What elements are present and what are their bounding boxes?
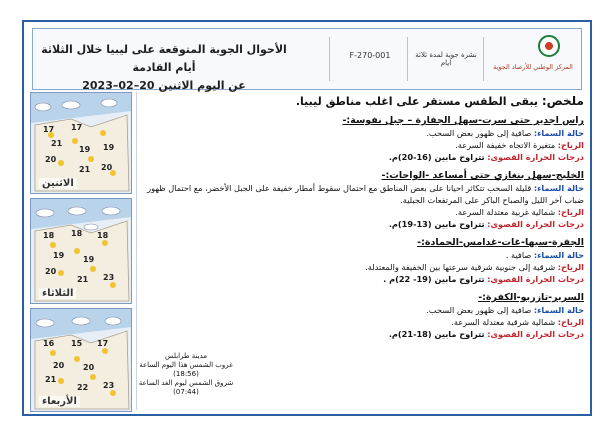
temp-label: 18 <box>97 231 109 240</box>
temp-label: 22 <box>77 383 89 392</box>
temp-label: 23 <box>103 381 115 390</box>
header-divider <box>329 37 330 81</box>
wind-label: الرياح: <box>557 317 584 327</box>
sky-label: حالة السماء: <box>533 305 584 315</box>
temp-value: تتراوح مابين (16-20)م. <box>388 152 485 162</box>
temp-label: درجات الحرارة القصوى: <box>487 219 584 229</box>
map-day-label: الثلاثاء <box>39 288 76 299</box>
wind-value: شمالية شرقية معتدلة السرعة. <box>451 317 556 327</box>
bulletin-title <box>39 41 289 95</box>
summary <box>138 94 584 108</box>
temp-label: 21 <box>45 375 57 384</box>
bulletin-frame <box>22 20 592 416</box>
region-section <box>138 114 584 163</box>
region-title: الخليج-سهل بنغازي حتى أمساعد -الواحات:- <box>381 170 584 181</box>
sunset-time: غروب الشمس هذا اليوم الساعة (18:56) <box>139 361 233 378</box>
temp-label: 15 <box>71 339 83 348</box>
temp-label: 19 <box>53 251 65 260</box>
temp-label: 19 <box>103 143 115 152</box>
temp-value: تتراوح مابين (13-19)م. <box>388 219 485 229</box>
temp-label: 17 <box>71 123 83 132</box>
wind-label: الرياح: <box>557 262 584 272</box>
temp-label: 20 <box>101 163 113 172</box>
doc-description: نشرة جوية لمدة ثلاثة ايام <box>415 51 477 67</box>
temp-label: 16 <box>43 339 55 348</box>
header-divider <box>483 37 484 81</box>
temp-label: 23 <box>103 273 115 282</box>
map-day-1 <box>30 92 132 194</box>
temp-label: 21 <box>79 165 91 174</box>
temp-label: 21 <box>51 139 63 148</box>
temp-label: 20 <box>45 155 57 164</box>
region-title: السرير-تازربو-الكفرة:- <box>478 292 584 303</box>
temp-label: 18 <box>43 231 55 240</box>
sky-label: حالة السماء: <box>533 183 584 193</box>
region-section <box>138 169 584 230</box>
region-title: الجفرة-سبها-غات-غدامس-الحمادة:- <box>417 237 584 248</box>
temp-label: 19 <box>79 145 91 154</box>
region-section <box>138 236 584 285</box>
title-line-1: الأحوال الجوية المتوقعة على ليبيا خلال الثلاثة أيام القادمة <box>41 43 287 74</box>
sky-value: صافية إلى ظهور بعض السحب. <box>426 128 532 138</box>
temp-label: درجات الحرارة القصوى: <box>487 274 584 284</box>
center-name: المركز الوطني للأرصاد الجوية <box>493 63 573 71</box>
temp-label: درجات الحرارة القصوى: <box>487 329 584 339</box>
wind-value: شرقية إلى جنوبية شرقية سرعتها بين الخفيفة والمعتدلة. <box>365 262 556 272</box>
temp-value: تتراوح مابين (19- 22)م . <box>383 274 485 284</box>
map-day-2 <box>30 198 132 304</box>
sky-label: حالة السماء: <box>533 128 584 138</box>
temp-label: 19 <box>83 255 95 264</box>
summary-label: ملخص: <box>541 94 584 108</box>
temp-label: درجات الحرارة القصوى: <box>487 152 584 162</box>
temp-label: 17 <box>97 339 109 348</box>
forecast-text <box>138 92 584 410</box>
temp-label: 20 <box>83 363 95 372</box>
temp-label: 20 <box>45 267 57 276</box>
wind-label: الرياح: <box>557 207 584 217</box>
sky-value: صافية إلى ظهور بعض السحب. <box>426 305 532 315</box>
temp-label: 17 <box>43 125 55 134</box>
region-section <box>138 291 584 340</box>
sky-value: صافية . <box>505 250 532 260</box>
header-divider <box>407 37 408 81</box>
region-title: راس اجدير حتى سرت-سهل الجفارة – جبل نفوسة:- <box>342 115 584 126</box>
map-day-label: الأربعاء <box>39 396 80 407</box>
sky-value: قليلة السحب تتكاثر احيانا على بعض المناطق مع احتمال سقوط أمطار خفيفة على الجبل الأخضر، مع احتمال ظهور ضباب آخر الليل والصباح الباكر على المرتفعات الجبلية. <box>147 183 584 205</box>
sun-city: مدينة طرابلس <box>164 352 208 360</box>
sky-label: حالة السماء: <box>533 250 584 260</box>
wind-value: متغيرة الاتجاه خفيفة السرعة. <box>455 140 556 150</box>
title-line-2: عن اليوم الاثنين 20–02–2023 <box>82 79 246 92</box>
center-logo-icon <box>538 35 560 57</box>
temp-label: 21 <box>77 275 89 284</box>
temp-label: 20 <box>53 361 65 370</box>
doc-code: F-270-001 <box>349 51 391 60</box>
temp-label: 18 <box>71 229 83 238</box>
summary-text: يبقى الطقس مستقر على اغلب مناطق ليبيا. <box>295 95 538 108</box>
map-day-label: الاثنين <box>39 178 77 189</box>
forecast-maps <box>30 92 134 410</box>
temp-value: تتراوح مابين (18-21)م. <box>388 329 485 339</box>
wind-value: شمالية غربية معتدلة السرعة. <box>455 207 556 217</box>
wind-label: الرياح: <box>557 140 584 150</box>
sunrise-time: شروق الشمس ليوم الغد الساعة (07:44) <box>138 379 234 396</box>
map-day-3 <box>30 308 132 412</box>
header <box>32 28 582 90</box>
